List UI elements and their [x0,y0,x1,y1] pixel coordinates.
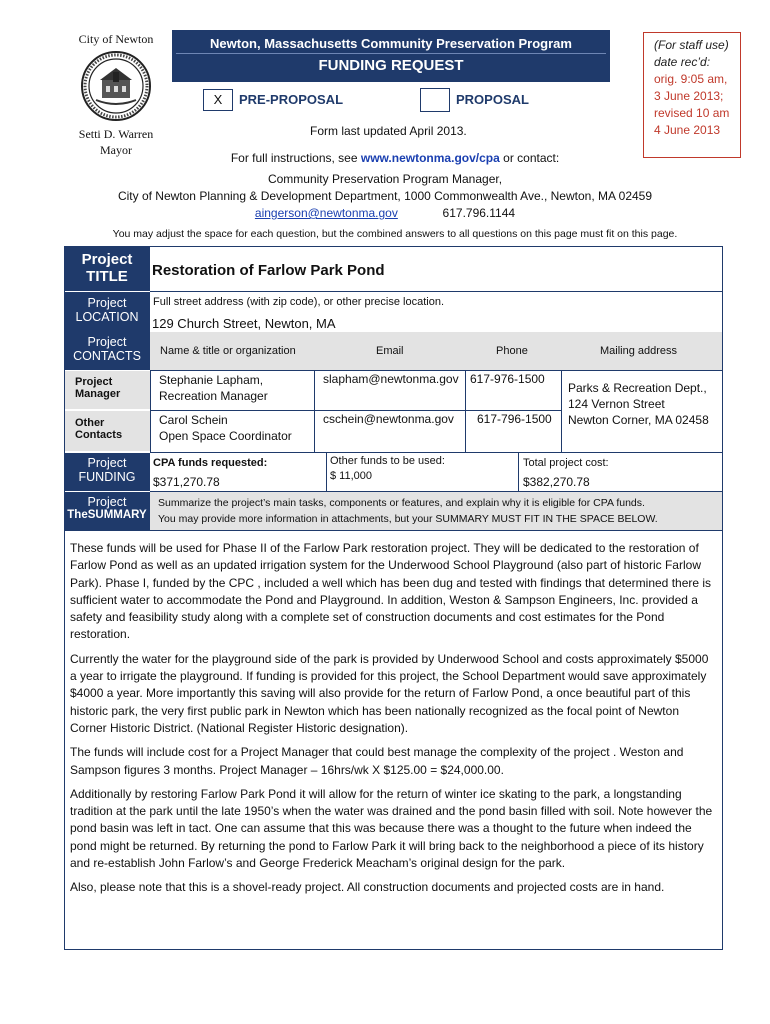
summary-paragraph: The funds will include cost for a Project Manager that could best manage the complexity of the project . Weston and Sampson figures 3 months. Project Manager – 16hrs/wk X $125.00 = $24,000.00. [70,745,684,777]
contacts-label: Project CONTACTS [64,332,150,370]
space-note: You may adjust the space for each question, but the combined answers to all questions on this page must fit on this page. [112,228,678,240]
other-funds-label: Other funds to be used: [330,455,445,467]
location-label: Project LOCATION [64,292,150,332]
program-manager: Community Preservation Program Manager, [267,172,503,186]
mailing-address[interactable]: Parks & Recreation Dept., 124 Vernon Street Newton Corner, MA 02458 [568,381,709,427]
project-location[interactable]: 129 Church Street, Newton, MA [152,316,336,331]
staff-line-5: revised 10 am [654,106,730,120]
summary-paragraph: Additionally by restoring Farlow Park Pond it will allow for the return of winter ice skating to the park, a longstanding tradition at the park until the late 1950’s when the water was drained and the pond basin filled with soil. Note however the pond basin was left in tact. One can assume that this was because there was a thought to the future when indeed the pond might be returned. By returning the pond to Farlow Park it will bring back to the neighborhood a piece of its history and re-establish John Farlow’s and George Frederick Meacham’s original design for the park. [70,786,713,871]
city-seal-icon [80,50,152,122]
total-cost-value[interactable]: $382,270.78 [523,475,590,489]
total-cost-label: Total project cost: [523,457,609,469]
location-hint: Full street address (with zip code), or other precise location. [153,296,445,308]
program-name: Newton, Massachusetts Community Preservation Program [210,36,572,51]
proposal-label: PROPOSAL [456,92,529,107]
staff-line-6: 4 June 2013 [654,123,721,137]
cpa-funds-label: CPA funds requested: [153,457,268,469]
cpa-funds-value[interactable]: $371,270.78 [153,475,220,489]
other-contact-phone[interactable]: 617-796-1500 [477,412,552,426]
contact-line [0,206,770,220]
summary-paragraph: Currently the water for the playground side of the park is provided by Underwood School and costs approximately $5000 a year to irrigate the playground. If funding is provided for this project, the School Department would save approximately $4000 a year. More importantly this saving will also provide for the return of Farlow Pond, a once beautiful part of this historic park, the very first public park in Newton which has been nationally recognized as the focal point of Newton Corner Historic District. (National Register Historic designation). [70,651,709,735]
other-contacts-label: Other Contacts [65,411,150,451]
staff-line-2: date rec’d: [654,55,711,69]
summary-paragraph: These funds will be used for Phase II of the Farlow Park restoration project. They will be dedicated to the restoration of Farlow Pond as well as an updated irrigation system for the Underwood School Playground (also part of historic Farlow Park). Phase I, funded by the CPC , included a well which has been dug and tested with findings that determined there is sufficient water to accommodate the Pond and Playground. In addition, Weston & Sampson Engineers, Inc. provided a safety and feasibility study along with a complete set of construction documents and cost estimates for the Pond restoration. [70,541,712,642]
other-funds-value[interactable]: $ 11,000 [330,470,373,482]
project-title[interactable]: Restoration of Farlow Park Pond [152,262,385,279]
contacts-header [150,332,722,370]
manager-label: Project Manager [65,371,150,409]
instructions-line [0,151,770,165]
city-name: City of Newton [78,32,154,46]
funding-label: Project FUNDING [64,453,150,491]
manager-email[interactable]: slapham@newtonma.gov [323,372,459,386]
instructions-lead: For full instructions, see [230,151,358,165]
other-contact-name[interactable]: Carol Schein Open Space Coordinator [159,413,292,443]
staff-line-1: (For staff use) [654,38,729,52]
summary-text[interactable] [70,540,718,904]
other-contact-email[interactable]: cschein@newtonma.gov [323,412,454,426]
col-email: Email [376,345,404,357]
title-label: Project TITLE [64,247,150,291]
mayor-name: Setti D. Warren [78,127,154,141]
manager-phone-cell[interactable]: 617-976-1500 [470,372,545,386]
summary-hint: Summarize the project’s main tasks, components or features, and explain why it is eligible for CPA funds. You may provide more information in attachments, but your SUMMARY MUST FIT IN THE SPACE BELOW. [150,492,722,530]
cpa-url-link[interactable]: www.newtonma.gov/cpa [360,151,500,165]
col-name: Name & title or organization [160,345,296,357]
staff-use-box [643,32,741,158]
col-phone: Phone [496,345,528,357]
form-updated: Form last updated April 2013. [310,124,467,138]
summary-label: Project TheSUMMARY [64,492,150,530]
manager-email-link[interactable]: aingerson@newtonma.gov [254,206,398,220]
staff-line-3: orig. 9:05 am, [654,72,728,86]
program-banner [172,30,610,82]
manager-phone: 617.796.1144 [442,206,516,220]
proposal-checkbox[interactable] [420,88,450,112]
col-mail: Mailing address [600,345,678,357]
department-address: City of Newton Planning & Development Department, 1000 Commonwealth Ave., Newton, MA 02459 [117,189,653,203]
mayor-title: Mayor [100,143,132,157]
preproposal-checkbox[interactable] [203,89,233,111]
manager-name[interactable]: Stephanie Lapham, Recreation Manager [159,373,268,403]
instructions-tail: or contact: [503,151,560,165]
preproposal-mark: X [213,92,223,107]
preproposal-label: PRE-PROPOSAL [239,92,344,107]
form-title: FUNDING REQUEST [318,57,464,74]
staff-line-4: 3 June 2013; [654,89,724,103]
summary-paragraph: Also, please note that this is a shovel-ready project. All construction documents and projected costs are in hand. [70,880,665,895]
